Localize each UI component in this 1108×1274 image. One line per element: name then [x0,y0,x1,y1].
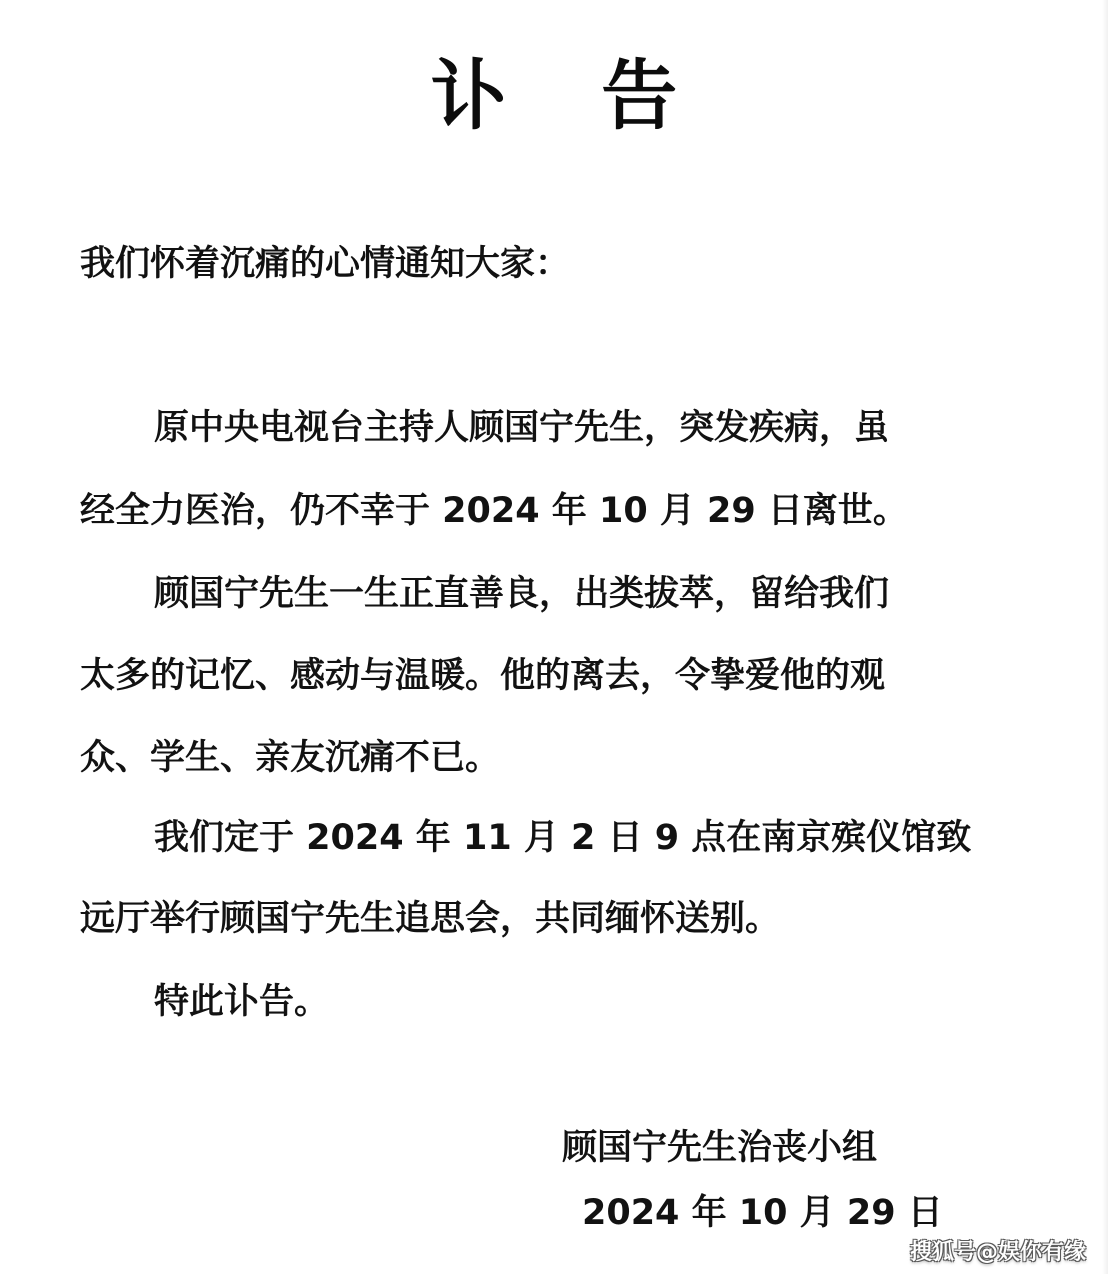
signature-date: 2024 年 10 月 29 日 [582,1193,943,1233]
source-watermark: 搜狐号@娱你有缘 [909,1240,1086,1265]
paragraph-3-line-1: 我们定于 2024 年 11 月 2 日 9 点在南京殡仪馆致 [154,818,972,858]
paragraph-3-line-2: 远厅举行顾国宁先生追思会，共同缅怀送别。 [80,899,781,939]
page-edge-shadow [1102,0,1108,1274]
paragraph-1-line-2: 经全力医治，仍不幸于 2024 年 10 月 29 日离世。 [80,491,908,531]
salutation: 我们怀着沉痛的心情通知大家： [80,244,571,284]
paragraph-2-line-1: 顾国宁先生一生正直善良，出类拔萃，留给我们 [154,574,890,614]
paragraph-2-line-3: 众、学生、亲友沉痛不已。 [80,738,501,778]
paragraph-2-line-2: 太多的记忆、感动与温暖。他的离去，令挚爱他的观 [80,656,886,696]
paragraph-1-line-1: 原中央电视台主持人顾国宁先生，突发疾病，虽 [154,408,890,448]
document-title: 讣 告 [430,51,712,140]
closing-line: 特此讣告。 [154,982,330,1022]
signature-organization: 顾国宁先生治丧小组 [562,1128,878,1168]
